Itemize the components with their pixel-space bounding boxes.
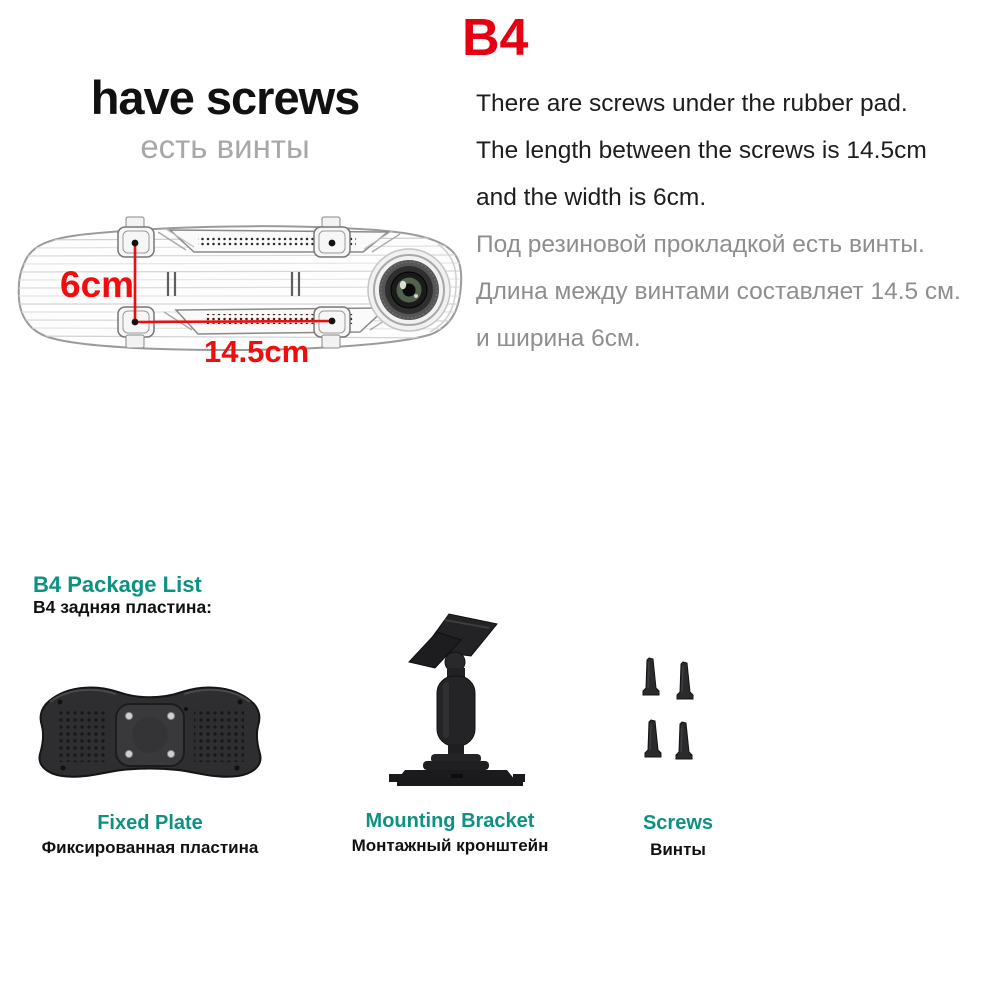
fixed-plate-icon (30, 668, 270, 798)
mounting-bracket-icon (385, 598, 525, 798)
length-dimension-label: 14.5cm (204, 334, 310, 369)
description-english-line: and the width is 6cm. (476, 184, 707, 211)
top-grille (158, 229, 400, 252)
description-english-line: There are screws under the rubber pad. (476, 90, 908, 117)
model-label: B4 (462, 9, 529, 67)
screws-icon (628, 648, 763, 773)
caption-fixed-plate-en: Fixed Plate (97, 812, 203, 834)
mount-tab-top-right (314, 217, 350, 257)
description-block (476, 80, 996, 362)
description-russian-line: и ширина 6см. (476, 325, 641, 352)
caption-fixed-plate-ru: Фиксированная пластина (41, 838, 259, 857)
heading-russian: есть винты (140, 128, 310, 165)
caption-mounting-bracket-ru: Монтажный кронштейн (351, 836, 549, 855)
caption-mounting-bracket-en: Mounting Bracket (365, 810, 535, 832)
package-list-subtitle: B4 задняя пластина: (33, 597, 213, 617)
description-russian-line: Под резиновой прокладкой есть винты. (476, 231, 925, 258)
height-dimension-label: 6cm (60, 264, 135, 305)
package-list-title: B4 Package List (33, 572, 202, 597)
camera-lens-icon (368, 249, 450, 331)
caption-screws-ru: Винты (650, 840, 706, 859)
description-english-line: The length between the screws is 14.5cm (476, 137, 927, 164)
heading-english: have screws (90, 71, 360, 124)
description-russian-line: Длина между винтами составляет 14.5 см. (476, 278, 961, 305)
caption-screws-en: Screws (642, 812, 714, 834)
